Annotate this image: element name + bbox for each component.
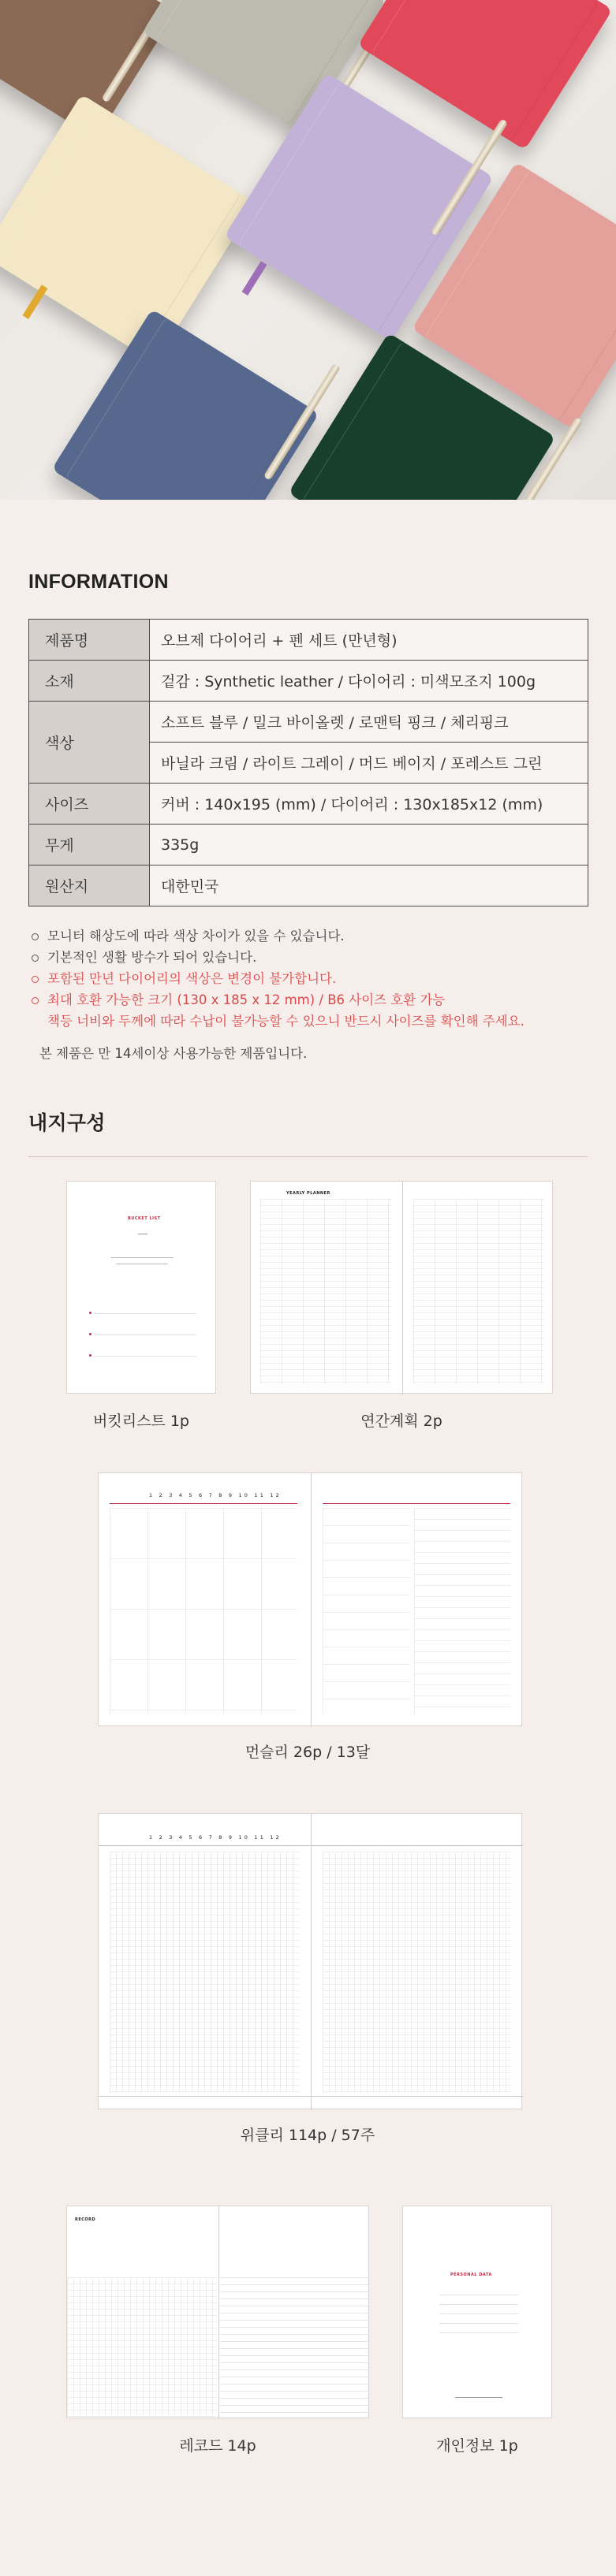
spec-table (28, 619, 588, 906)
weekly-grid (323, 1852, 512, 2093)
yearly-plan-spread (250, 1181, 553, 1394)
table-row (29, 661, 588, 702)
record-lines (220, 2277, 370, 2419)
rule-line (94, 1356, 196, 1357)
row-value: 커버 : 140x195 (mm) / 다이어리 : 130x185x12 (mm) (150, 784, 588, 825)
page-caption: 레코드 14p (179, 2437, 256, 2455)
page-fold (311, 1814, 312, 2110)
page-previews (0, 1157, 616, 2466)
rule-line (439, 2332, 518, 2333)
rule-line (455, 2397, 502, 2398)
page-mini-title: RECORD (75, 2217, 96, 2222)
table-row (29, 620, 588, 661)
month-index-numbers: 1 2 3 4 5 6 7 8 9 10 11 12 (149, 1492, 282, 1498)
page-mini-title: PERSONAL DATA (450, 2273, 492, 2277)
bullet-dot (89, 1354, 91, 1357)
calendar-grid (110, 1508, 297, 1714)
list-item: 최대 호환 가능한 크기 (130 x 185 x 12 mm) / B6 사이즈 호환 가능 (28, 989, 588, 1011)
notes-list (28, 925, 588, 1032)
table-row (29, 825, 588, 865)
ribbon (22, 285, 47, 319)
header-rule (323, 1503, 510, 1504)
rule-line (99, 2096, 523, 2097)
rule-line (439, 2323, 518, 2324)
row-label: 사이즈 (29, 784, 150, 825)
rule-line (439, 2304, 518, 2305)
weekly-spread (98, 1813, 522, 2109)
bullet-dot (89, 1333, 91, 1335)
page-fold (218, 2206, 219, 2419)
page-caption: 위클리 114p / 57주 (240, 2127, 375, 2144)
list-item: 책등 너비와 두께에 따라 수납이 불가능할 수 있으니 반드시 사이즈를 확인해 주세요. (47, 1014, 525, 1029)
inner-composition-title: 내지구성 (28, 1112, 106, 1134)
row-value: 오브제 다이어리 + 펜 세트 (만년형) (150, 620, 588, 661)
table-row (29, 784, 588, 825)
product-hero-photo (0, 0, 616, 500)
table-row (29, 865, 588, 906)
page-fold (311, 1473, 312, 1727)
page-caption: 버킷리스트 1p (93, 1413, 189, 1430)
row-label: 색상 (29, 702, 150, 784)
page-mini-title: YEARLY PLANNER (286, 1191, 330, 1196)
rule-line (110, 1257, 174, 1258)
row-value: 335g (150, 825, 588, 865)
page-caption: 개인정보 1p (436, 2437, 518, 2455)
list-item: 기본적인 생활 방수가 되어 있습니다. (28, 947, 588, 968)
page-caption: 먼슬리 26p / 13달 (245, 1744, 371, 1761)
page-mini-title: BUCKET LIST (128, 1216, 161, 1221)
weekly-grid (110, 1852, 299, 2093)
rule-line (94, 1313, 196, 1314)
record-grid (67, 2277, 217, 2419)
information-title: INFORMATION (28, 571, 169, 593)
list-item: 포함된 만년 다이어리의 색상은 변경이 불가합니다. (28, 968, 588, 989)
list-item: 모니터 해상도에 따라 색상 차이가 있을 수 있습니다. (28, 925, 588, 947)
row-label: 제품명 (29, 620, 150, 661)
page-fold (402, 1182, 403, 1394)
monthly-spread (98, 1472, 522, 1726)
diary-soft-blue (51, 309, 319, 500)
inner-composition-section (0, 1062, 616, 1157)
row-label: 소재 (29, 661, 150, 702)
page-caption: 연간계획 2p (360, 1413, 442, 1430)
bullet-dot (89, 1312, 91, 1314)
notes-grid (414, 1508, 510, 1714)
header-rule (110, 1503, 297, 1504)
planner-grid (413, 1199, 544, 1384)
row-value: 대한민국 (150, 865, 588, 906)
row-label: 원산지 (29, 865, 150, 906)
diary-vanilla-cream (0, 94, 256, 363)
ribbon (241, 261, 267, 296)
information-section (0, 500, 616, 1062)
record-spread (66, 2206, 369, 2418)
bucket-list-page (66, 1181, 216, 1394)
row-value: 겉감 : Synthetic leather / 다이어리 : 미색모조지 100g (150, 661, 588, 702)
age-note: 본 제품은 만 14세이상 사용가능한 제품입니다. (39, 1046, 308, 1061)
table-row (29, 702, 588, 743)
week-index-numbers: 1 2 3 4 5 6 7 8 9 10 11 12 (149, 1834, 282, 1841)
row-value: 소프트 블루 / 밀크 바이올렛 / 로맨틱 핑크 / 체리핑크 (150, 702, 588, 743)
row-label: 무게 (29, 825, 150, 865)
calendar-grid (323, 1508, 409, 1714)
row-value: 바닐라 크림 / 라이트 그레이 / 머드 베이지 / 포레스트 그린 (150, 743, 588, 784)
personal-info-page (402, 2206, 552, 2418)
planner-grid (260, 1199, 391, 1384)
